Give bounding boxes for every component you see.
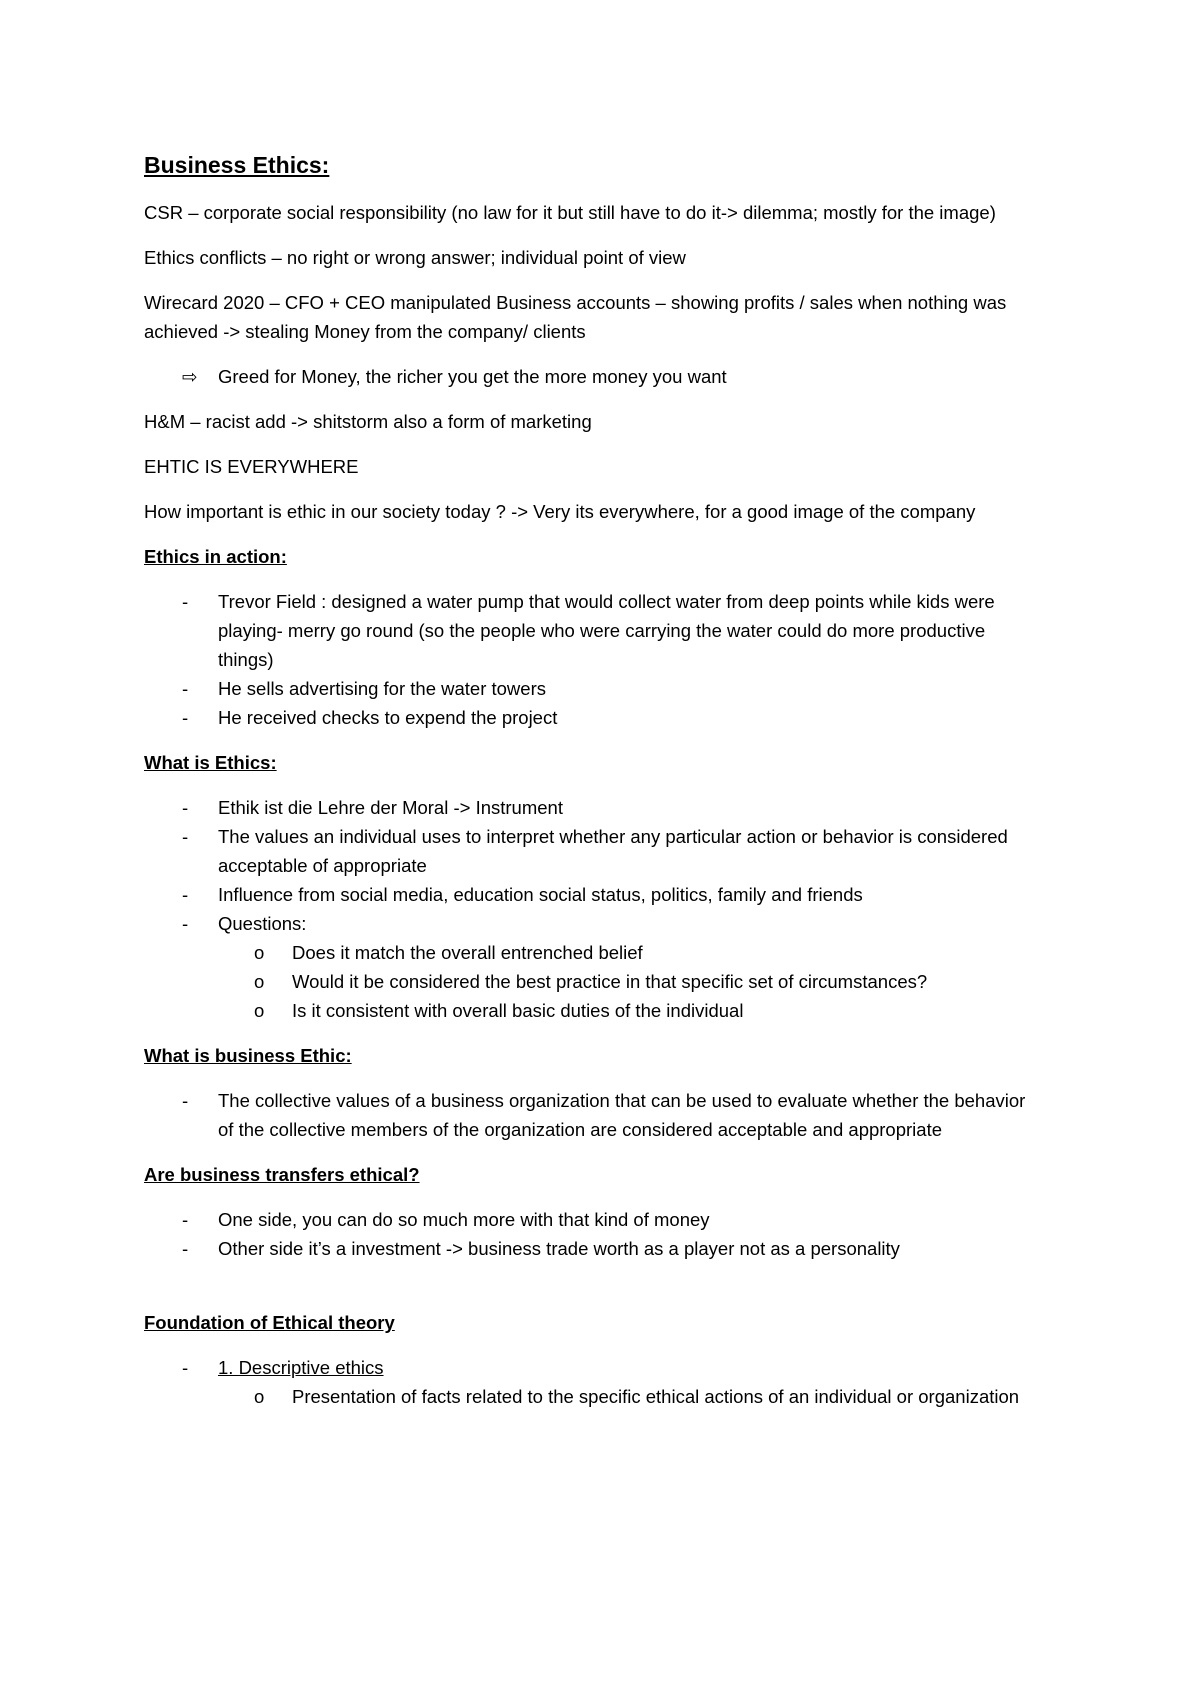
list-item-text: One side, you can do so much more with that kind of money (218, 1209, 710, 1230)
dash-bullet: - (182, 1357, 189, 1378)
dash-bullet: - (182, 1090, 189, 1111)
what-is-ethics-heading (144, 748, 1044, 777)
wirecard-paragraph: Wirecard 2020 – CFO + CEO manipulated Business accounts – showing profits / sales when nothing was achieved -> stealing Money from the company/ clients (144, 292, 1007, 342)
sublist-item (144, 967, 1044, 996)
sublist-item (144, 1382, 1044, 1411)
list-item (144, 587, 1044, 674)
foundation-sublist (218, 1382, 1044, 1411)
circle-bullet: o (254, 1386, 265, 1407)
list-item-text: The values an individual uses to interpret whether any particular action or behavior is considered acceptable of appropriate (218, 826, 1008, 876)
dash-bullet: - (182, 591, 189, 612)
ethics-in-action-heading: Ethics in action: (144, 546, 287, 567)
list-item-text: 1. Descriptive ethics (218, 1357, 384, 1378)
list-item (144, 822, 1044, 880)
business-ethic-list (144, 1086, 1044, 1144)
what-is-ethics-list (144, 793, 1044, 1025)
list-item-text: Trevor Field : designed a water pump that would collect water from deep points while kids were playing- merry go round (so the people who were carrying the water could do more productive things) (218, 591, 995, 670)
list-item (144, 880, 1044, 909)
csr-paragraph: CSR – corporate social responsibility (no law for it but still have to do it-> dilemma; mostly for the image) (144, 202, 996, 223)
sublist-item-text: Would it be considered the best practice in that specific set of circumstances? (292, 971, 928, 992)
business-ethic-heading: What is business Ethic: (144, 1045, 352, 1066)
dash-bullet: - (182, 884, 189, 905)
page-title: Business Ethics: (144, 152, 330, 178)
circle-bullet: o (254, 1000, 265, 1021)
circle-bullet: o (254, 971, 265, 992)
sublist-item-text: Does it match the overall entrenched belief (292, 942, 643, 963)
sublist-item-text: Is it consistent with overall basic duties of the individual (292, 1000, 744, 1021)
what-is-ethics-heading-text: What is Ethics (144, 752, 271, 773)
dash-bullet: - (182, 826, 189, 847)
transfers-list (144, 1205, 1044, 1263)
questions-sublist (218, 938, 1044, 1025)
arrow-bullet-icon: ⇨ (182, 366, 198, 387)
list-item-text: Other side it’s a investment -> business trade worth as a player not as a personality (218, 1238, 900, 1259)
list-item (144, 1234, 1044, 1263)
list-item-text: The collective values of a business organization that can be used to evaluate whether the behavior of the collective members of the organization are considered acceptable and appropriate (218, 1090, 1026, 1140)
list-item (144, 909, 1044, 1025)
list-item-text: He received checks to expend the project (218, 707, 558, 728)
list-item (144, 674, 1044, 703)
dash-bullet: - (182, 913, 189, 934)
sublist-item (144, 996, 1044, 1025)
dash-bullet: - (182, 707, 189, 728)
list-item (144, 1205, 1044, 1234)
sublist-item (144, 938, 1044, 967)
list-item (144, 703, 1044, 732)
greed-arrow-item (144, 362, 1044, 391)
sublist-item-text: Presentation of facts related to the specific ethical actions of an individual or organization (292, 1386, 1020, 1407)
dash-bullet: - (182, 1238, 189, 1259)
list-item (144, 793, 1044, 822)
list-item (144, 1086, 1044, 1144)
dash-bullet: - (182, 797, 189, 818)
document-body (144, 150, 1044, 1427)
conflicts-paragraph: Ethics conflicts – no right or wrong answer; individual point of view (144, 247, 686, 268)
circle-bullet: o (254, 942, 265, 963)
transfers-heading: Are business transfers ethical? (144, 1164, 420, 1185)
heading-colon: : (270, 752, 277, 773)
list-item (144, 1353, 1044, 1411)
foundation-list (144, 1353, 1044, 1411)
importance-paragraph: How important is ethic in our society today ? -> Very its everywhere, for a good image of the company (144, 501, 976, 522)
list-item-text: Influence from social media, education social status, politics, family and friends (218, 884, 863, 905)
list-item-text: Ethik ist die Lehre der Moral -> Instrument (218, 797, 563, 818)
dash-bullet: - (182, 1209, 189, 1230)
foundation-heading: Foundation of Ethical theory (144, 1312, 395, 1333)
list-item-text: Questions: (218, 913, 307, 934)
everywhere-paragraph: EHTIC IS EVERYWHERE (144, 456, 359, 477)
greed-text: Greed for Money, the richer you get the more money you want (218, 366, 727, 387)
dash-bullet: - (182, 678, 189, 699)
list-item-text: He sells advertising for the water towers (218, 678, 546, 699)
blank-line (144, 1279, 1044, 1308)
hm-paragraph: H&M – racist add -> shitstorm also a form of marketing (144, 411, 592, 432)
ethics-in-action-list (144, 587, 1044, 732)
